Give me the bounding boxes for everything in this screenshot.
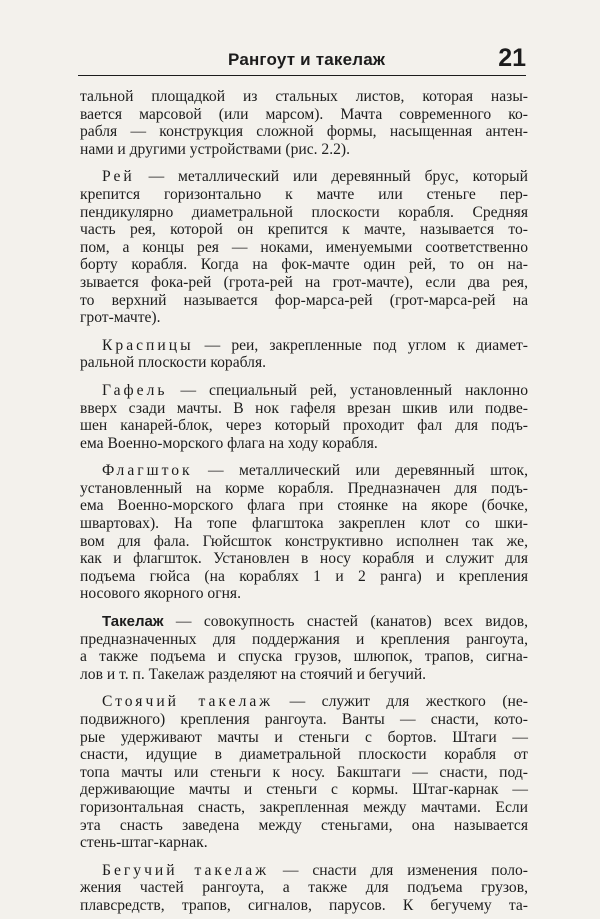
text-line: горизонтальная снасть, закрепленная между мачтами. Если [80, 798, 528, 816]
running-head [78, 44, 526, 76]
text-line: вом для фала. Гюйсшток конструктивно исполнен так же, [80, 532, 528, 550]
text-line: тальной площадкой из стальных листов, которая назы- [80, 88, 528, 105]
text-line: зывается фока-рей (грота-рей на грот-мачте), если два рея, [80, 273, 528, 291]
text-fragment: — снасти для изменения поло- [268, 861, 528, 879]
text-fragment: — металлический или деревянный шток, [192, 462, 528, 480]
text-line: борту корабля. Когда на фок-мачте один рей, то он на- [80, 256, 528, 274]
text-line: стень-штаг-карнак. [80, 834, 208, 852]
text-line [80, 862, 528, 880]
text-line [80, 693, 528, 711]
text-line: предназначенных для поддержания и крепления рангоута, [80, 630, 528, 648]
text-fragment: — металлический или деревянный брус, который [134, 168, 528, 186]
text-line: эта снасть заведена между стеньгами, она называется [80, 816, 528, 834]
text-line: вверх сзади мачты. В нок гафеля врезан шкив или подве- [80, 399, 528, 417]
text-line: нами и другими устройствами (рис. 2.2). [80, 140, 351, 158]
text-line: подвижного) крепления рангоута. Ванты — снасти, кото- [80, 711, 528, 728]
text-line: жения частей рангоута, а также для подъема грузов, [80, 879, 528, 897]
text-line: ральной плоскости корабля. [80, 354, 267, 372]
text-fragment: — служит для жесткого (не- [273, 693, 528, 711]
text-line [80, 462, 528, 480]
text-line: снасти, идущие в диаметральной плоскости корабля от [80, 746, 528, 764]
text-line [80, 613, 528, 631]
paragraph-gafel [80, 382, 528, 452]
term-stoyachiy-takelazh: Стоячий такелаж [102, 693, 274, 711]
text-line: грот-мачте). [80, 309, 161, 327]
text-line: пом, а концы рея — ноками, именуемыми соответственно [80, 238, 528, 256]
paragraph-beguchiy [80, 862, 528, 915]
paragraph-takelazh [80, 613, 528, 683]
text-line: как и флагшток. Установлен в носу корабля и служит для [80, 550, 528, 568]
text-line: держивающие мачты и стеньги с кормы. Штаг-карнак — [80, 781, 528, 799]
page-number: 21 [498, 44, 526, 72]
text-line: рые удерживают мачты и стеньги с бортов. Штаги — [80, 728, 528, 746]
text-line [80, 168, 528, 186]
text-line: носового якорного огня. [80, 585, 242, 603]
text-line: швартовах). На топе флагштока закреплен клот со шки- [80, 515, 528, 533]
text-line: то верхний называется фор-марса-рей (грот-марса-рей на [80, 291, 528, 309]
paragraph-continuation [80, 88, 528, 158]
text-line: часть рея, которой он крепится к мачте, называется то- [80, 221, 528, 239]
text-line: установленный на корме корабля. Предназначен для подъ- [80, 479, 528, 497]
paragraph-stoyachiy [80, 693, 528, 851]
text-line: топа мачты или стеньги к носу. Бакштаги — снасти, под- [80, 763, 528, 781]
term-kraspitsy: Краспицы [102, 336, 194, 354]
term-beguchiy-takelazh: Бегучий такелаж [102, 861, 269, 879]
text-fragment: — специальный рей, установленный наклонно [167, 381, 528, 399]
term-takelazh: Такелаж [102, 613, 164, 631]
paragraph-rey [80, 168, 528, 326]
text-line: вается марсовой (или марсом). Мачта современного ко- [80, 105, 528, 123]
text-line: а также подъема и спуска грузов, шлюпок, трапов, сигна- [80, 648, 528, 666]
body-text [80, 88, 528, 919]
text-fragment: — совокупность снастей (канатов) всех видов, [163, 613, 528, 631]
text-line: рабля — конструкция сложной формы, насыщенная антен- [80, 123, 528, 141]
text-line: плавсредств, трапов, сигналов, парусов. К бегучему та- [80, 896, 528, 914]
term-rey: Рей [102, 168, 135, 186]
text-line: ема Военно-морского флага при стоянке на якоре (бочке, [80, 497, 528, 515]
text-line [80, 337, 528, 355]
text-line [80, 382, 528, 400]
paragraph-kraspitsy [80, 337, 528, 372]
text-line: подъема гюйса (на кораблях 1 и 2 ранга) и крепления [80, 567, 528, 585]
text-line: ема Военно-морского флага на ходу корабля. [80, 434, 378, 452]
running-title: Рангоут и такелаж [228, 50, 386, 69]
text-line: шен канарей-блок, через который проходит фал для подъ- [80, 417, 528, 435]
paragraph-flagshtok [80, 462, 528, 603]
term-flagshtok: Флагшток [102, 462, 193, 480]
term-gafel: Гафель [102, 381, 168, 399]
header-rule [78, 75, 526, 76]
text-line: пендикулярно диаметральной плоскости корабля. Средняя [80, 203, 528, 221]
text-fragment: — реи, закрепленные под углом к диамет- [193, 336, 528, 354]
text-line: лов и т. п. Такелаж разделяют на стоячий и бегучий. [80, 665, 427, 683]
text-line: крепится горизонтально к мачте или стеньге пер- [80, 185, 528, 203]
